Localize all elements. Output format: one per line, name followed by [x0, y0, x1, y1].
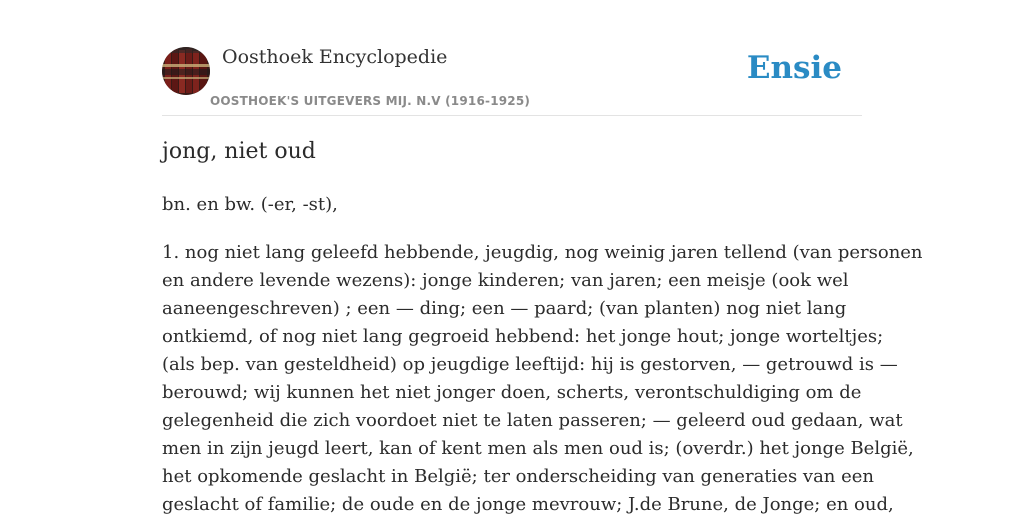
- header-divider: [162, 115, 862, 116]
- site-title[interactable]: Oosthoek Encyclopedie: [222, 46, 448, 68]
- definition-line: ontkiemd, of nog niet lang gegroeid hebbend: het jonge hout; jonge worteltjes;: [162, 326, 884, 347]
- definition-line: en andere levende wezens): jonge kinderen; van jaren; een meisje (ook wel: [162, 270, 849, 291]
- definition-line: 1. nog niet lang geleefd hebbende, jeugdig, nog weinig jaren tellend (van personen: [162, 242, 923, 263]
- definition-line: geslacht of familie; de oude en de jonge mevrouw; J.de Brune, de Jonge; en oud,: [162, 494, 894, 515]
- entry-headword: jong, niet oud: [162, 139, 316, 164]
- entry-definition: [162, 239, 923, 519]
- definition-line: (als bep. van gesteldheid) op jeugdige leeftijd: hij is gestorven, — getrouwd is —: [162, 354, 898, 375]
- definition-line: gelegenheid die zich voordoet niet te laten passeren; — geleerd oud gedaan, wat: [162, 410, 903, 431]
- ensie-logo-link[interactable]: Ensie: [746, 50, 842, 86]
- publisher-subtitle: OOSTHOEK'S UITGEVERS MIJ. N.V (1916-1925): [210, 94, 531, 108]
- definition-line: men in zijn jeugd leert, kan of kent men als men oud is; (overdr.) het jonge België,: [162, 438, 914, 459]
- encyclopedia-books-icon[interactable]: [162, 47, 210, 95]
- definition-line: het opkomende geslacht in België; ter onderscheiding van generaties van een: [162, 466, 875, 487]
- definition-line: aaneengeschreven) ; een — ding; een — paard; (van planten) nog niet lang: [162, 298, 847, 319]
- entry-grammar: bn. en bw. (-er, -st),: [162, 194, 338, 215]
- definition-line: berouwd; wij kunnen het niet jonger doen, scherts, verontschuldiging om de: [162, 382, 862, 403]
